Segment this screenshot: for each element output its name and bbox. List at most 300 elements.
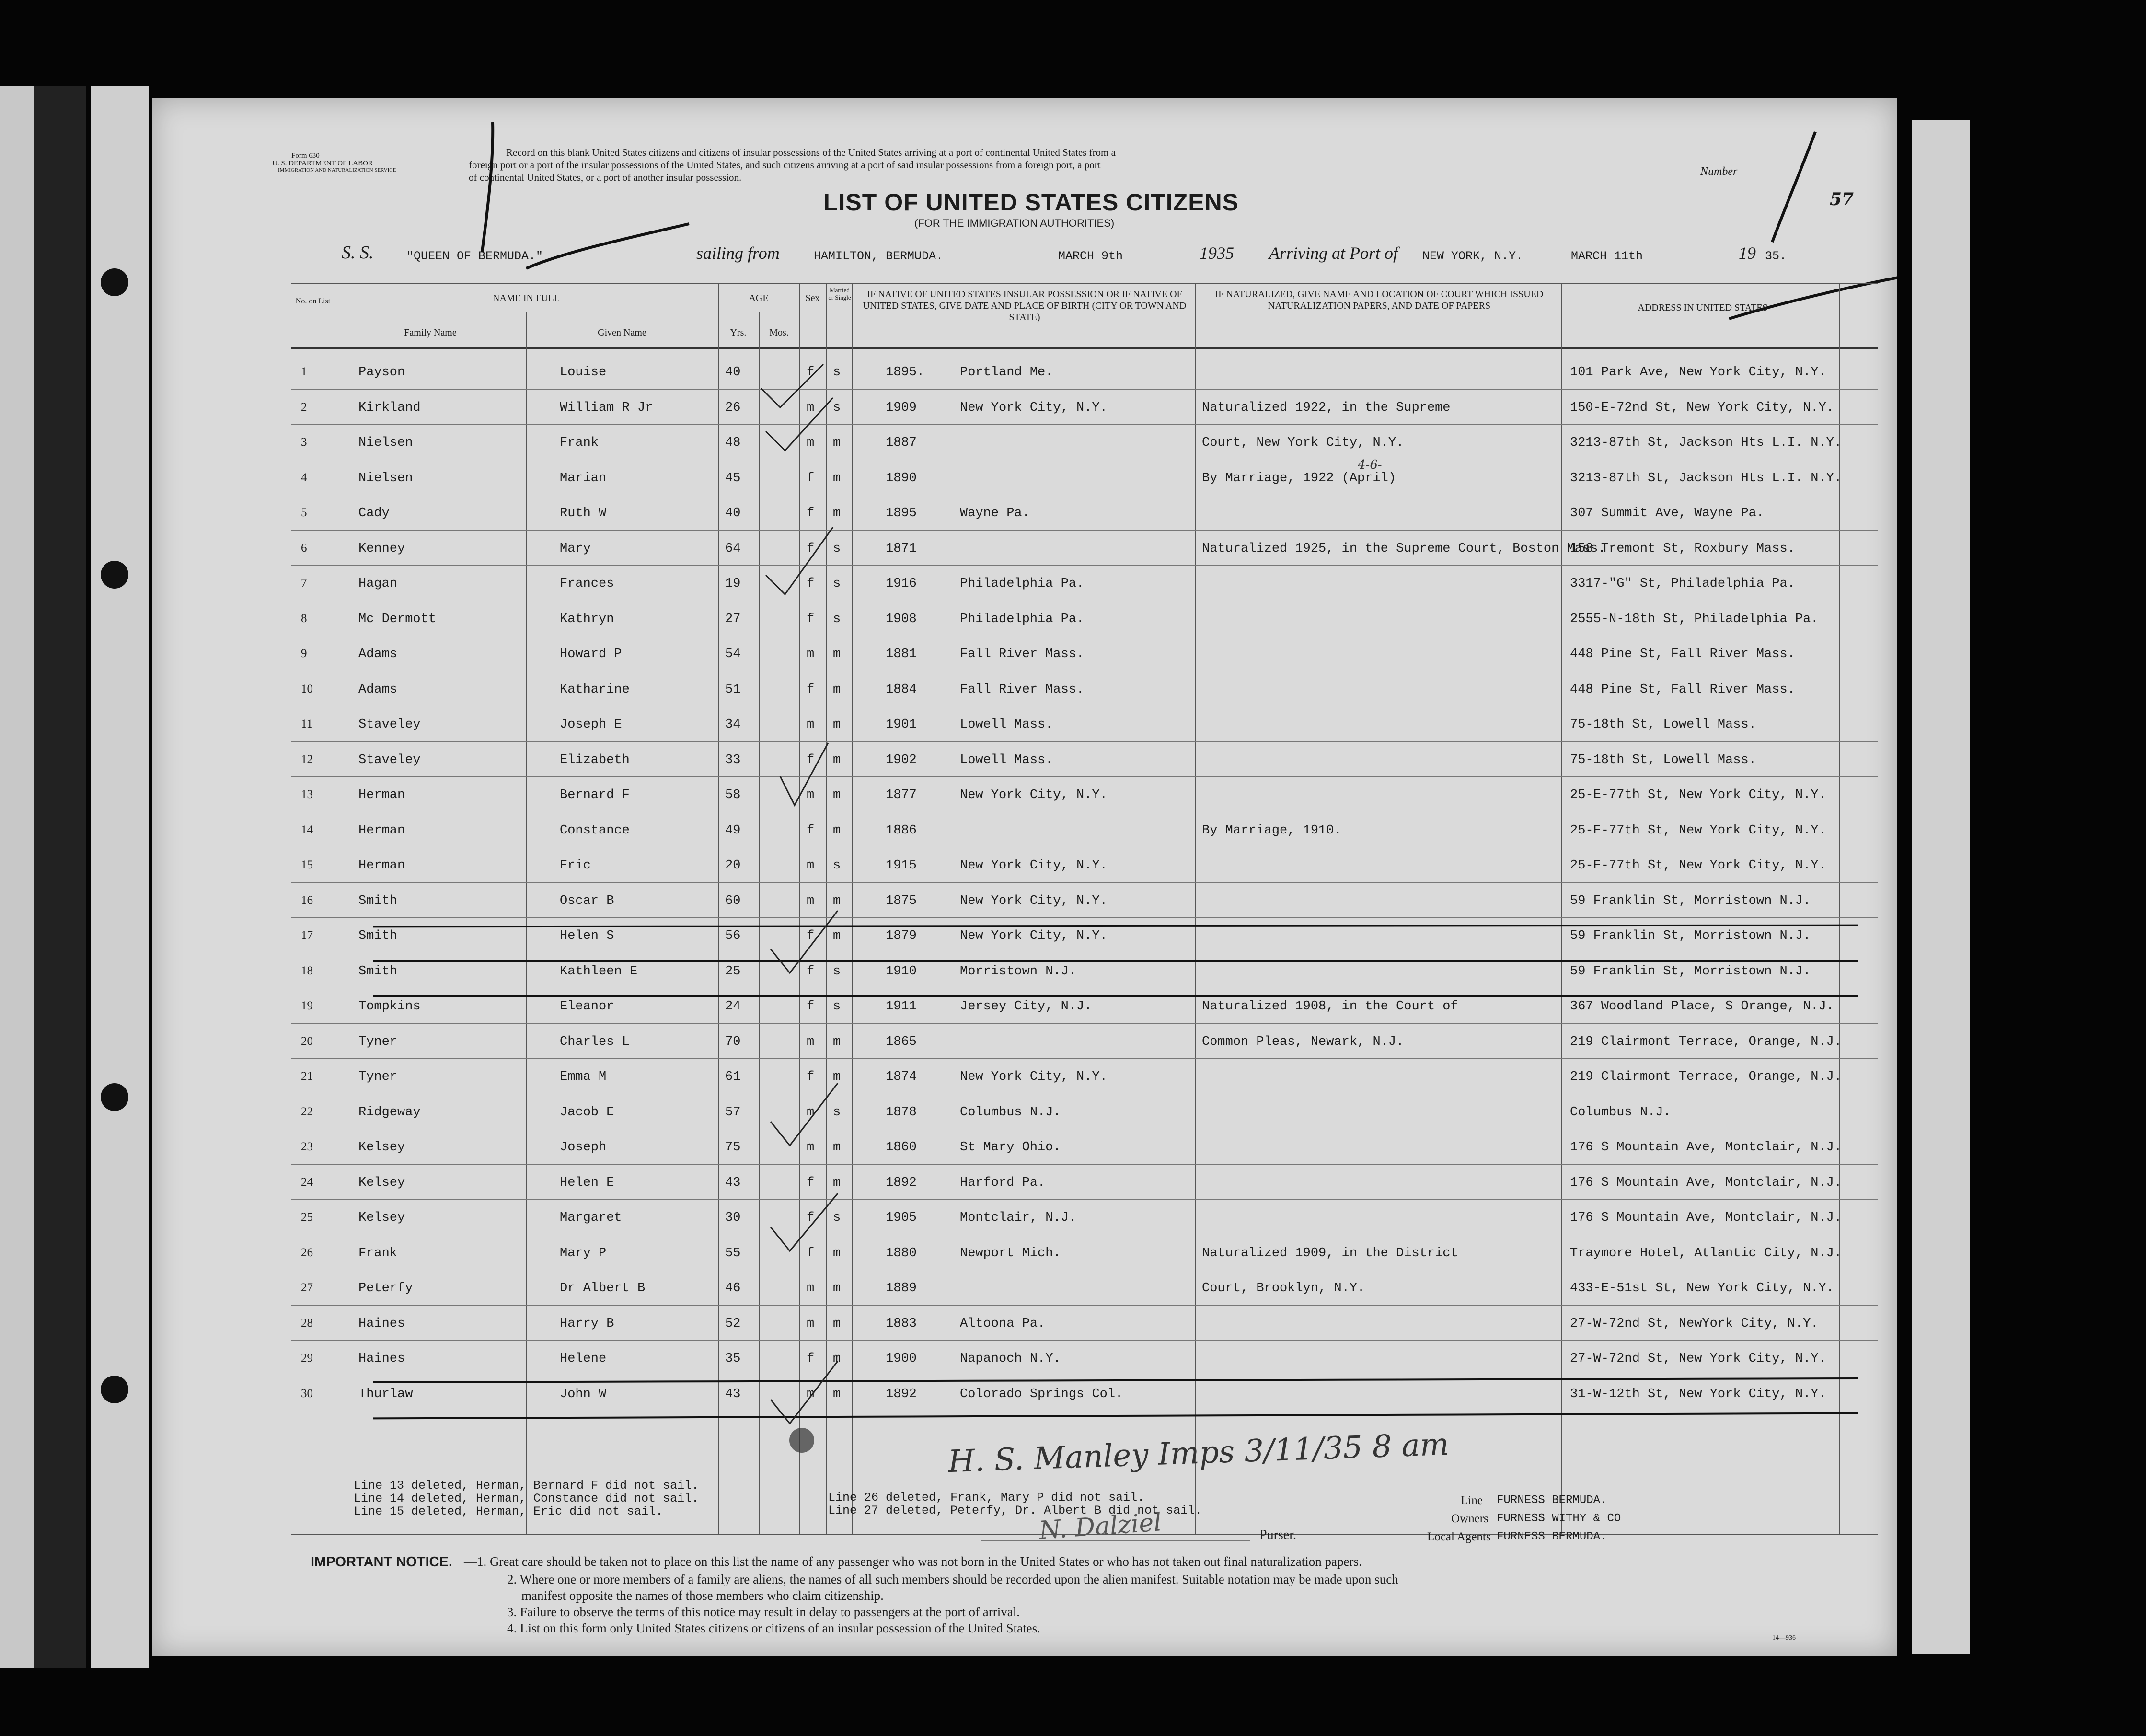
- department-name: U. S. DEPARTMENT OF LABOR: [272, 160, 373, 167]
- cell-age-years: 43: [725, 1175, 741, 1190]
- table-row: [291, 1024, 1850, 1059]
- cell-birth-place: New York City, N.Y.: [960, 1070, 1108, 1084]
- cell-birth-place: Wayne Pa.: [960, 506, 1030, 521]
- col-age-header: AGE: [749, 293, 769, 303]
- cell-birth-year: 1892: [886, 1175, 917, 1190]
- cell-address: 176 S Mountain Ave, Montclair, N.J.: [1570, 1175, 1842, 1190]
- cell-naturalization: Court, Brooklyn, N.Y.: [1202, 1281, 1365, 1296]
- cell-address: 3317-"G" St, Philadelphia Pa.: [1570, 577, 1795, 591]
- cell-given-name: William R Jr: [560, 400, 653, 415]
- cell-marital-status: s: [833, 612, 841, 626]
- cell-birth-place: Colorado Springs Col.: [960, 1387, 1123, 1401]
- cell-naturalization: Naturalized 1925, in the Supreme Court, Boston Mass.: [1202, 541, 1606, 556]
- cell-birth-year: 1881: [886, 647, 917, 661]
- cell-given-name: Eleanor: [560, 999, 614, 1014]
- cell-sex: f: [807, 1246, 815, 1261]
- instruction-line: of continental United States, or a port of another insular possession.: [469, 172, 742, 183]
- manifest-table: [291, 283, 1878, 1529]
- cell-birth-place: Jersey City, N.J.: [960, 999, 1092, 1014]
- cell-birth-year: 1908: [886, 612, 917, 626]
- cell-given-name: Mary P: [560, 1246, 607, 1261]
- notice-item: 4. List on this form only United States citizens or citizens of an insular possession of the United States.: [507, 1621, 1040, 1635]
- cell-birth-place: St Mary Ohio.: [960, 1140, 1061, 1155]
- cell-marital-status: m: [833, 929, 841, 943]
- cell-birth-year: 1879: [886, 929, 917, 943]
- cell-marital-status: m: [833, 682, 841, 697]
- cell-row-number: 11: [301, 718, 313, 730]
- cell-sex: m: [807, 647, 815, 661]
- table-row: [291, 742, 1850, 777]
- cell-sex: m: [807, 1281, 815, 1296]
- cell-birth-year: 1875: [886, 893, 917, 908]
- cell-sex: f: [807, 612, 815, 626]
- cell-row-number: 26: [301, 1246, 313, 1259]
- cell-address: 307 Summit Ave, Wayne Pa.: [1570, 506, 1765, 521]
- cell-naturalization: By Marriage, 1922 (April): [1202, 471, 1396, 486]
- deleted-note: Line 26 deleted, Frank, Mary P did not sail.: [828, 1491, 1145, 1505]
- cell-sex: m: [807, 1316, 815, 1331]
- cell-birth-year: 1892: [886, 1387, 917, 1401]
- film-edge-left: [0, 86, 34, 1668]
- cell-row-number: 20: [301, 1034, 313, 1048]
- cell-address: 150-E-72nd St, New York City, N.Y.: [1570, 400, 1834, 415]
- cell-sex: f: [807, 682, 815, 697]
- cell-age-years: 20: [725, 858, 741, 873]
- ss-label: S. S.: [342, 243, 374, 263]
- binder-hole: [101, 268, 128, 296]
- owners-value: FURNESS WITHY & CO: [1497, 1512, 1621, 1525]
- cell-sex: f: [807, 1175, 815, 1190]
- deleted-row-strike: [373, 995, 1858, 997]
- departure-year: 1935: [1200, 243, 1234, 263]
- cell-age-years: 70: [725, 1034, 741, 1049]
- cell-birth-year: 1878: [886, 1105, 917, 1120]
- cell-sex: f: [807, 1352, 815, 1366]
- cell-given-name: Constance: [560, 823, 630, 838]
- cell-given-name: Katharine: [560, 682, 630, 697]
- cell-sex: m: [807, 788, 815, 802]
- cell-birth-year: 1886: [886, 823, 917, 838]
- cell-age-years: 40: [725, 365, 741, 380]
- cell-birth-place: Columbus N.J.: [960, 1105, 1061, 1120]
- cell-birth-year: 1887: [886, 436, 917, 450]
- cell-family-name: Payson: [358, 365, 405, 380]
- table-row: [291, 566, 1850, 601]
- cell-marital-status: s: [833, 964, 841, 979]
- cell-family-name: Tyner: [358, 1034, 398, 1049]
- cell-marital-status: s: [833, 999, 841, 1014]
- table-row: [291, 707, 1850, 742]
- cell-marital-status: s: [833, 858, 841, 873]
- col-yrs-header: Yrs.: [730, 327, 747, 338]
- col-birth-header: IF NATIVE OF UNITED STATES INSULAR POSSESSION OR IF NATIVE OF UNITED STATES, GIVE DATE AND PLACE OF BIRTH (CITY OR TOWN AND STATE): [863, 289, 1187, 323]
- cell-age-years: 25: [725, 964, 741, 979]
- deleted-row-strike: [373, 960, 1858, 962]
- cell-given-name: Charles L: [560, 1034, 630, 1049]
- table-row: [291, 602, 1850, 637]
- cell-address: 59 Franklin St, Morristown N.J.: [1570, 893, 1811, 908]
- cell-marital-status: m: [833, 893, 841, 908]
- cell-row-number: 6: [301, 541, 307, 555]
- cell-birth-place: Montclair, N.J.: [960, 1211, 1077, 1225]
- cell-sex: f: [807, 577, 815, 591]
- arrival-year: 35.: [1765, 249, 1787, 263]
- table-row: [291, 1341, 1850, 1376]
- cell-age-years: 64: [725, 541, 741, 556]
- cell-row-number: 10: [301, 682, 313, 695]
- cell-address: 448 Pine St, Fall River Mass.: [1570, 682, 1795, 697]
- table-row: [291, 813, 1850, 848]
- cell-sex: f: [807, 823, 815, 838]
- cell-given-name: Eric: [560, 858, 591, 873]
- table-row: [291, 777, 1850, 812]
- manifest-sheet: [152, 98, 1897, 1656]
- col-mos-header: Mos.: [769, 327, 789, 338]
- cell-sex: m: [807, 718, 815, 732]
- table-row: [291, 1095, 1850, 1130]
- arrival-port: NEW YORK, N.Y.: [1422, 249, 1523, 263]
- cell-birth-year: 1877: [886, 788, 917, 802]
- cell-row-number: 27: [301, 1281, 313, 1294]
- cell-row-number: 21: [301, 1070, 313, 1083]
- cell-birth-place: New York City, N.Y.: [960, 893, 1108, 908]
- table-row: [291, 1271, 1850, 1306]
- cell-family-name: Frank: [358, 1246, 398, 1261]
- cell-marital-status: m: [833, 718, 841, 732]
- cell-marital-status: m: [833, 436, 841, 450]
- cell-row-number: 29: [301, 1352, 313, 1365]
- cell-age-years: 54: [725, 647, 741, 661]
- cell-marital-status: m: [833, 1387, 841, 1401]
- notice-item: —1. Great care should be taken not to place on this list the name of any passenger who was not born in the United States or who has not taken out final naturalization papers.: [464, 1554, 1362, 1569]
- cell-birth-place: Harford Pa.: [960, 1175, 1046, 1190]
- instruction-line: Record on this blank United States citizens and citizens of insular possessions of the United States arriving at a port of continental United States from a: [506, 147, 1116, 158]
- cell-family-name: Haines: [358, 1352, 405, 1366]
- cell-family-name: Kenney: [358, 541, 405, 556]
- cell-naturalization: Common Pleas, Newark, N.J.: [1202, 1034, 1404, 1049]
- cell-address: 25-E-77th St, New York City, N.Y.: [1570, 788, 1826, 802]
- cell-marital-status: s: [833, 1105, 841, 1120]
- cell-family-name: Kelsey: [358, 1211, 405, 1225]
- cell-row-number: 12: [301, 752, 313, 766]
- cell-sex: m: [807, 1387, 815, 1401]
- film-edge-left-dark: [34, 86, 86, 1668]
- table-row: [291, 390, 1850, 425]
- cell-birth-place: Lowell Mass.: [960, 718, 1053, 732]
- cell-birth-place: Lowell Mass.: [960, 752, 1053, 767]
- cell-sex: m: [807, 400, 815, 415]
- cell-row-number: 24: [301, 1175, 313, 1189]
- cell-birth-year: 1895.: [886, 365, 925, 380]
- cell-birth-year: 1880: [886, 1246, 917, 1261]
- cell-birth-year: 1895: [886, 506, 917, 521]
- cell-given-name: Marian: [560, 471, 607, 486]
- table-row: [291, 496, 1850, 531]
- cell-given-name: John W: [560, 1387, 607, 1401]
- form-number: Form 630: [291, 152, 320, 160]
- cell-given-name: Margaret: [560, 1211, 622, 1225]
- cell-age-years: 57: [725, 1105, 741, 1120]
- cell-sex: f: [807, 1211, 815, 1225]
- cell-address: 27-W-72nd St, NewYork City, N.Y.: [1570, 1316, 1819, 1331]
- purser-label: Purser.: [1259, 1528, 1296, 1542]
- cell-row-number: 4: [301, 471, 307, 484]
- cell-age-years: 46: [725, 1281, 741, 1296]
- cell-marital-status: m: [833, 1352, 841, 1366]
- cell-sex: f: [807, 506, 815, 521]
- cell-birth-year: 1902: [886, 752, 917, 767]
- table-row: [291, 637, 1850, 671]
- cell-age-years: 34: [725, 718, 741, 732]
- cell-address: 176 S Mountain Ave, Montclair, N.J.: [1570, 1140, 1842, 1155]
- arrival-century: 19: [1739, 243, 1756, 263]
- cell-birth-place: Morristown N.J.: [960, 964, 1077, 979]
- cell-address: 3213-87th St, Jackson Hts L.I. N.Y.: [1570, 436, 1842, 450]
- cell-sex: f: [807, 471, 815, 486]
- cell-marital-status: s: [833, 400, 841, 415]
- departure-port: HAMILTON, BERMUDA.: [814, 249, 944, 263]
- cell-address: 25-E-77th St, New York City, N.Y.: [1570, 858, 1826, 873]
- table-row: [291, 425, 1850, 460]
- cell-row-number: 9: [301, 647, 307, 660]
- cell-birth-place: Altoona Pa.: [960, 1316, 1046, 1331]
- check-marks: [751, 345, 895, 1534]
- owners-label: Owners: [1451, 1512, 1488, 1525]
- cell-family-name: Herman: [358, 823, 405, 838]
- cell-marital-status: m: [833, 1316, 841, 1331]
- cell-family-name: Adams: [358, 647, 398, 661]
- cell-sex: m: [807, 436, 815, 450]
- col-married-header: Married or Single: [828, 287, 851, 301]
- agents-value: FURNESS BERMUDA.: [1497, 1530, 1607, 1543]
- cell-birth-year: 1874: [886, 1070, 917, 1084]
- inspector-signature: H. S. Manley Imps 3/11/35 8 am: [947, 1426, 1450, 1480]
- cell-marital-status: m: [833, 823, 841, 838]
- table-row: [291, 355, 1850, 390]
- cell-marital-status: m: [833, 1140, 841, 1155]
- cell-family-name: Tompkins: [358, 999, 421, 1014]
- cell-address: 2555-N-18th St, Philadelphia Pa.: [1570, 612, 1819, 626]
- cell-family-name: Smith: [358, 929, 398, 943]
- purser-signature: N. Dalziel: [1038, 1508, 1163, 1545]
- service-name: IMMIGRATION AND NATURALIZATION SERVICE: [278, 167, 396, 173]
- cell-age-years: 61: [725, 1070, 741, 1084]
- cell-row-number: 3: [301, 436, 307, 449]
- cell-age-years: 30: [725, 1211, 741, 1225]
- col-address-header: ADDRESS IN UNITED STATES: [1638, 302, 1768, 313]
- film-edge-right: [1912, 120, 1970, 1654]
- cell-marital-status: s: [833, 365, 841, 380]
- cell-row-number: 28: [301, 1316, 313, 1330]
- cell-naturalization: Naturalized 1908, in the Court of: [1202, 999, 1458, 1014]
- cell-birth-year: 1900: [886, 1352, 917, 1366]
- table-row: [291, 1165, 1850, 1200]
- cell-row-number: 7: [301, 577, 307, 590]
- form-title: LIST OF UNITED STATES CITIZENS: [823, 189, 1239, 216]
- form-code: 14—936: [1772, 1634, 1796, 1642]
- cell-row-number: 13: [301, 788, 313, 801]
- cell-given-name: Kathleen E: [560, 964, 638, 979]
- sailing-label: sailing from: [696, 243, 780, 263]
- cell-age-years: 40: [725, 506, 741, 521]
- notice-title: IMPORTANT NOTICE.: [311, 1554, 452, 1570]
- cell-marital-status: m: [833, 788, 841, 802]
- cell-family-name: Haines: [358, 1316, 405, 1331]
- cell-family-name: Ridgeway: [358, 1105, 421, 1120]
- cell-address: 176 S Mountain Ave, Montclair, N.J.: [1570, 1211, 1842, 1225]
- table-row: [291, 954, 1850, 989]
- cell-sex: f: [807, 752, 815, 767]
- cell-given-name: Bernard F: [560, 788, 630, 802]
- cell-given-name: Frances: [560, 577, 614, 591]
- cell-sex: m: [807, 1105, 815, 1120]
- cell-address: 75-18th St, Lowell Mass.: [1570, 752, 1756, 767]
- cell-sex: m: [807, 858, 815, 873]
- cell-birth-year: 1884: [886, 682, 917, 697]
- cell-address: 219 Clairmont Terrace, Orange, N.J.: [1570, 1034, 1842, 1049]
- binder-hole: [101, 1083, 128, 1111]
- cell-age-years: 75: [725, 1140, 741, 1155]
- notice-item: 2. Where one or more members of a family are aliens, the names of all such members should be recorded upon the alien manifest. Suitable notation may be made upon such: [507, 1572, 1398, 1586]
- cell-marital-status: m: [833, 1175, 841, 1190]
- cell-family-name: Kelsey: [358, 1140, 405, 1155]
- table-row: [291, 531, 1850, 566]
- arriving-label: Arriving at Port of: [1269, 243, 1398, 263]
- cell-address: 75-18th St, Lowell Mass.: [1570, 718, 1756, 732]
- notice-item: manifest opposite the names of those members who claim citizenship.: [521, 1588, 884, 1603]
- cell-given-name: Dr Albert B: [560, 1281, 646, 1296]
- cell-address: Columbus N.J.: [1570, 1105, 1671, 1120]
- cell-row-number: 15: [301, 858, 313, 871]
- cell-address: 158 Tremont St, Roxbury Mass.: [1570, 541, 1795, 556]
- cell-birth-place: New York City, N.Y.: [960, 858, 1108, 873]
- cell-given-name: Joseph E: [560, 718, 622, 732]
- cell-row-number: 22: [301, 1105, 313, 1118]
- notice-item: 3. Failure to observe the terms of this notice may result in delay to passengers at the port of arrival.: [507, 1605, 1020, 1619]
- cell-row-number: 1: [301, 365, 307, 378]
- cell-row-number: 23: [301, 1140, 313, 1153]
- cell-given-name: Howard P: [560, 647, 622, 661]
- agents-label: Local Agents: [1427, 1530, 1491, 1543]
- cell-naturalization: Court, New York City, N.Y.: [1202, 436, 1404, 450]
- cell-given-name: Mary: [560, 541, 591, 556]
- cell-sex: f: [807, 541, 815, 556]
- cell-age-years: 26: [725, 400, 741, 415]
- cell-given-name: Harry B: [560, 1316, 614, 1331]
- cell-birth-year: 1905: [886, 1211, 917, 1225]
- cell-marital-status: m: [833, 752, 841, 767]
- cell-address: 3213-87th St, Jackson Hts L.I. N.Y.: [1570, 471, 1842, 486]
- cell-family-name: Nielsen: [358, 436, 413, 450]
- cell-family-name: Nielsen: [358, 471, 413, 486]
- cell-birth-year: 1910: [886, 964, 917, 979]
- cell-birth-year: 1915: [886, 858, 917, 873]
- cell-sex: f: [807, 999, 815, 1014]
- cell-given-name: Emma M: [560, 1070, 607, 1084]
- cell-birth-year: 1860: [886, 1140, 917, 1155]
- cell-sex: m: [807, 893, 815, 908]
- table-row: [291, 1200, 1850, 1235]
- cell-marital-status: s: [833, 577, 841, 591]
- deleted-note: Line 14 deleted, Herman, Constance did not sail.: [354, 1492, 699, 1505]
- cell-address: 27-W-72nd St, New York City, N.Y.: [1570, 1352, 1826, 1366]
- table-row: [291, 1236, 1850, 1271]
- cell-birth-year: 1889: [886, 1281, 917, 1296]
- cell-address: 59 Franklin St, Morristown N.J.: [1570, 929, 1811, 943]
- cell-naturalization: By Marriage, 1910.: [1202, 823, 1342, 838]
- cell-age-years: 49: [725, 823, 741, 838]
- cell-marital-status: m: [833, 1034, 841, 1049]
- cell-marital-status: m: [833, 1281, 841, 1296]
- cell-given-name: Joseph: [560, 1140, 607, 1155]
- cell-birth-place: Newport Mich.: [960, 1246, 1061, 1261]
- col-no-header: No. on List: [295, 297, 331, 305]
- cell-given-name: Kathryn: [560, 612, 614, 626]
- cell-marital-status: m: [833, 1070, 841, 1084]
- cell-age-years: 24: [725, 999, 741, 1014]
- cell-family-name: Tyner: [358, 1070, 398, 1084]
- departure-date: MARCH 9th: [1058, 249, 1123, 263]
- cell-naturalization: Naturalized 1922, in the Supreme: [1202, 400, 1451, 415]
- cell-birth-place: Philadelphia Pa.: [960, 612, 1085, 626]
- cell-row-number: 17: [301, 929, 313, 942]
- binder-strip: [91, 86, 149, 1668]
- cell-family-name: Peterfy: [358, 1281, 413, 1296]
- cell-birth-place: Philadelphia Pa.: [960, 577, 1085, 591]
- cell-row-number: 19: [301, 999, 313, 1012]
- cell-age-years: 51: [725, 682, 741, 697]
- line-value: FURNESS BERMUDA.: [1497, 1494, 1607, 1507]
- cell-family-name: Kelsey: [358, 1175, 405, 1190]
- table-row: [291, 461, 1850, 496]
- cell-marital-status: s: [833, 541, 841, 556]
- col-family-header: Family Name: [404, 327, 457, 338]
- cell-birth-place: New York City, N.Y.: [960, 400, 1108, 415]
- instruction-line: foreign port or a port of the insular possessions of the United States, and such citizens arriving at a port of said insular possessions from a foreign port, a port: [469, 159, 1101, 171]
- cell-row-number: 25: [301, 1211, 313, 1224]
- cell-age-years: 45: [725, 471, 741, 486]
- form-subtitle: (FOR THE IMMIGRATION AUTHORITIES): [914, 217, 1115, 229]
- cell-age-years: 19: [725, 577, 741, 591]
- cell-family-name: Herman: [358, 788, 405, 802]
- col-sex-header: Sex: [805, 293, 820, 303]
- cell-age-years: 58: [725, 788, 741, 802]
- cell-age-years: 52: [725, 1316, 741, 1331]
- cell-address: 25-E-77th St, New York City, N.Y.: [1570, 823, 1826, 838]
- cell-sex: f: [807, 365, 815, 380]
- cell-given-name: Helene: [560, 1352, 607, 1366]
- binder-hole: [101, 1376, 128, 1403]
- cell-marital-status: m: [833, 647, 841, 661]
- cell-birth-year: 1916: [886, 577, 917, 591]
- cell-family-name: Mc Dermott: [358, 612, 437, 626]
- cell-address: 367 Woodland Place, S Orange, N.J.: [1570, 999, 1834, 1014]
- cell-birth-year: 1871: [886, 541, 917, 556]
- cell-given-name: Frank: [560, 436, 599, 450]
- cell-birth-place: New York City, N.Y.: [960, 929, 1108, 943]
- cell-naturalization: Naturalized 1909, in the District: [1202, 1246, 1458, 1261]
- cell-row-number: 5: [301, 506, 307, 519]
- cell-marital-status: m: [833, 471, 841, 486]
- cell-birth-place: Napanoch N.Y.: [960, 1352, 1061, 1366]
- deleted-note: Line 15 deleted, Herman, Eric did not sail.: [354, 1505, 663, 1518]
- cell-sex: m: [807, 1034, 815, 1049]
- cell-sex: m: [807, 1140, 815, 1155]
- table-row: [291, 918, 1850, 953]
- table-row: [291, 672, 1850, 707]
- cell-address: 101 Park Ave, New York City, N.Y.: [1570, 365, 1826, 380]
- cell-row-number: 2: [301, 400, 307, 414]
